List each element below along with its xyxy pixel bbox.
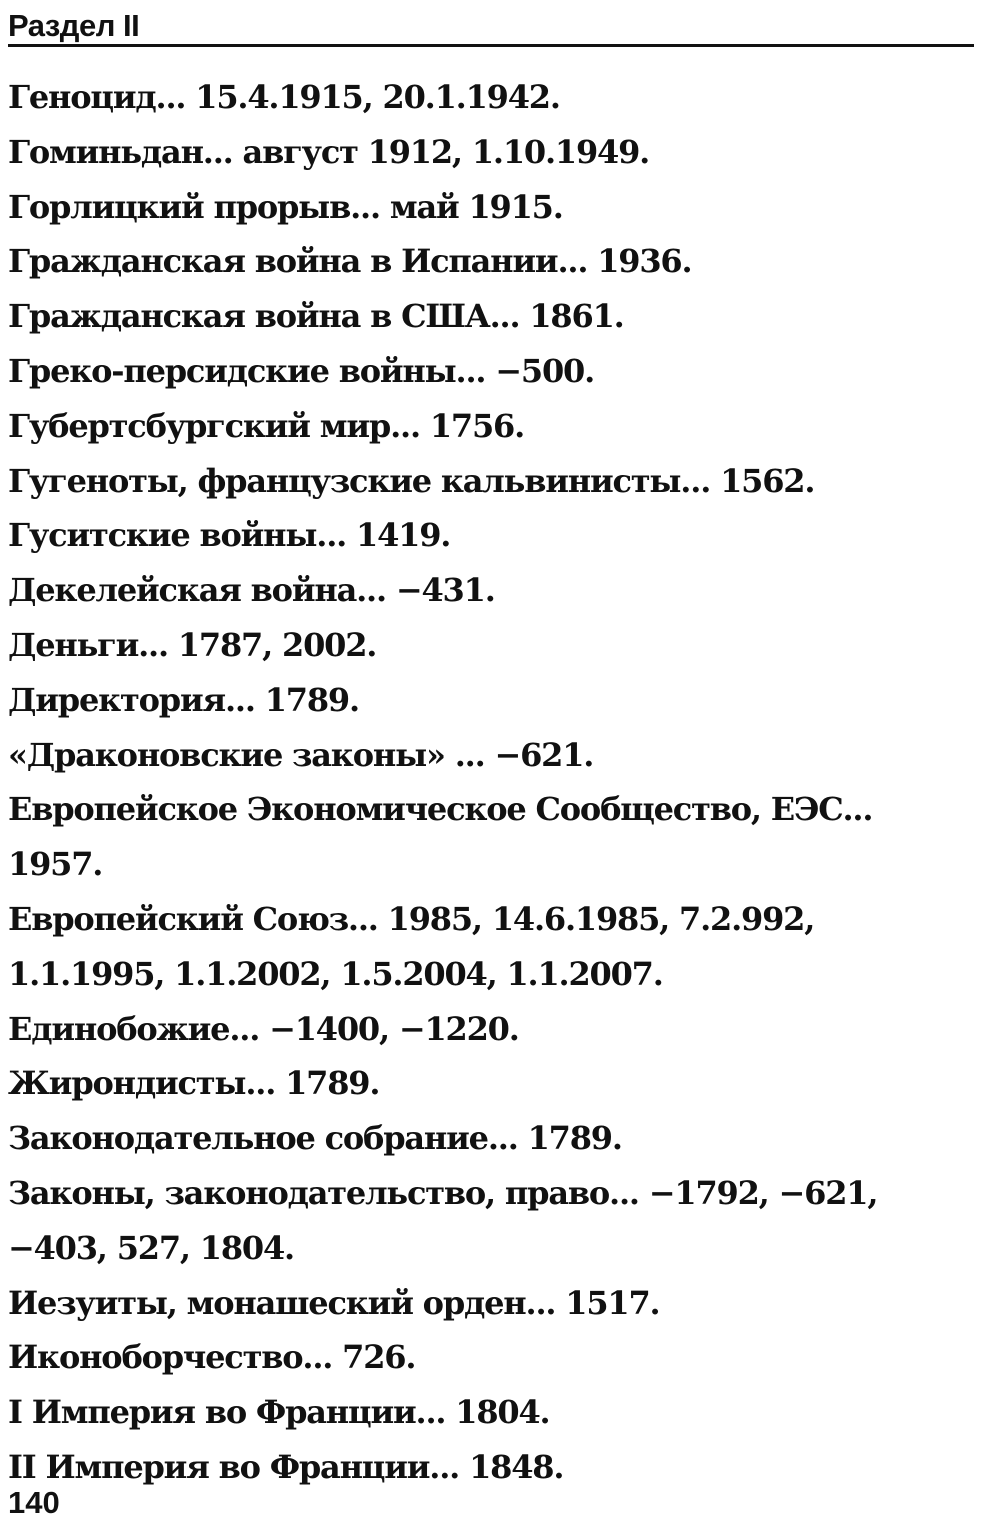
header-rule (8, 44, 974, 47)
index-line: Губертсбургский мир... 1756. (8, 406, 525, 445)
page-number: 140 (8, 1485, 60, 1520)
index-line: II Империя во Франции... 1848. (8, 1447, 564, 1486)
index-line: Горлицкий прорыв... май 1915. (8, 187, 563, 226)
index-line: Иезуиты, монашеский орден... 1517. (8, 1283, 660, 1322)
index-line: 1957. (8, 845, 103, 884)
index-line: Иконоборчество... 726. (8, 1338, 416, 1377)
index-line: Европейский Союз... 1985, 14.6.1985, 7.2.992, (8, 899, 815, 938)
index-line: Европейское Экономическое Сообщество, ЕЭС... (8, 790, 873, 829)
index-line: 1.1.1995, 1.1.2002, 1.5.2004, 1.1.2007. (8, 954, 663, 993)
section-title: Раздел II (8, 8, 140, 43)
index-line: −403, 527, 1804. (8, 1228, 294, 1267)
index-line: Гугеноты, французские кальвинисты... 1562. (8, 461, 815, 500)
index-line: Единобожие... −1400, −1220. (8, 1009, 519, 1048)
index-line: Гоминьдан... август 1912, 1.10.1949. (8, 132, 650, 171)
index-line: Декелейская война... −431. (8, 571, 495, 610)
index-line: Законодательное собрание... 1789. (8, 1119, 622, 1158)
index-line: Гражданская война в Испании... 1936. (8, 242, 692, 281)
index-line: «Драконовские законы» ... −621. (8, 735, 594, 774)
index-line: I Империя во Франции... 1804. (8, 1393, 550, 1432)
index-line: Греко-персидские войны... −500. (8, 351, 595, 390)
index-line: Гуситские войны... 1419. (8, 516, 451, 555)
index-line: Директория... 1789. (8, 680, 359, 719)
index-line: Геноцид... 15.4.1915, 20.1.1942. (8, 78, 560, 116)
index-line: Гражданская война в США... 1861. (8, 297, 624, 336)
index-entries (8, 70, 958, 1495)
index-line: Законы, законодательство, право... −1792, −621, (8, 1173, 878, 1212)
index-line: Деньги... 1787, 2002. (8, 625, 377, 664)
index-line: Жирондисты... 1789. (8, 1064, 380, 1103)
page-header (8, 0, 974, 50)
